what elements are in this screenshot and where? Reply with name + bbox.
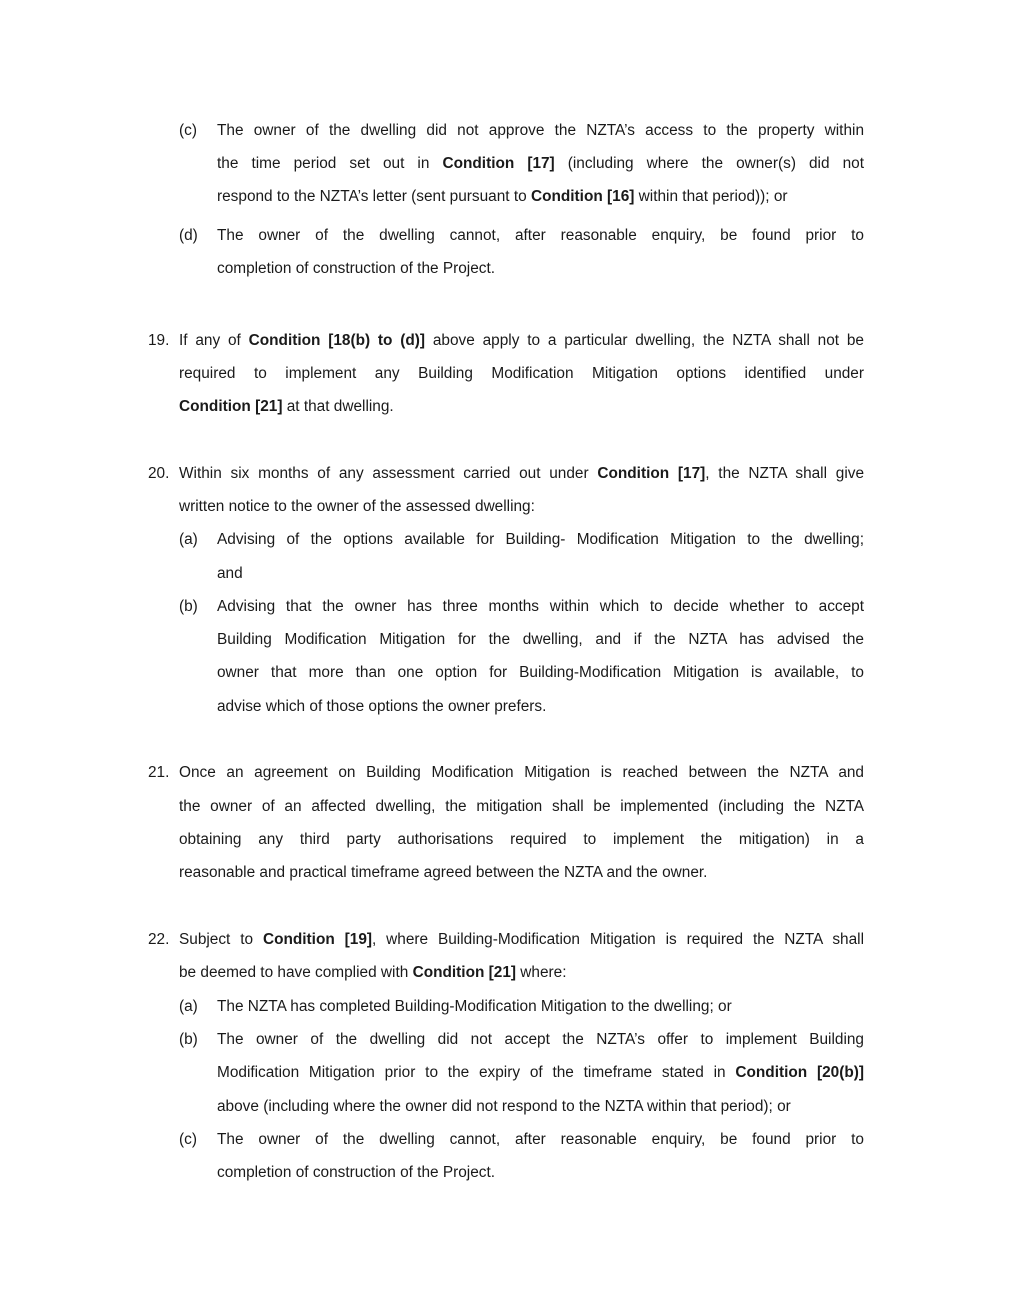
subitem-marker: (a) xyxy=(179,998,198,1015)
text-line: If any of Condition [18(b) to (d)] above apply to a particular dwelling, the NZTA shall not be xyxy=(179,332,864,349)
text-line: the owner of an affected dwelling, the mitigation shall be implemented (including the NZTA xyxy=(179,798,864,815)
text-line: The owner of the dwelling cannot, after reasonable enquiry, be found prior to xyxy=(217,227,864,244)
condition-number: 21. xyxy=(148,764,170,781)
text-line: advise which of those options the owner prefers. xyxy=(217,698,547,715)
text-line: Within six months of any assessment carried out under Condition [17], the NZTA shall give xyxy=(179,465,865,482)
text-line: completion of construction of the Project. xyxy=(217,260,496,277)
text-line: required to implement any Building Modification Mitigation options identified under xyxy=(179,365,864,382)
text-line: and xyxy=(217,565,243,582)
subitem-marker: (b) xyxy=(179,598,198,615)
condition-number: 22. xyxy=(148,931,170,948)
text-line: owner that more than one option for Building-Modification Mitigation is available, to xyxy=(217,664,864,681)
subitem-marker: (a) xyxy=(179,531,198,548)
text-line: Building Modification Mitigation for the dwelling, and if the NZTA has advised the xyxy=(217,631,864,648)
condition-number: 20. xyxy=(148,465,170,482)
text-line: Subject to Condition [19], where Building-Modification Mitigation is required the NZTA shall xyxy=(179,931,864,948)
text-line: Modification Mitigation prior to the expiry of the timeframe stated in Condition [20(b)] xyxy=(217,1064,864,1081)
text-line: The owner of the dwelling did not accept the NZTA’s offer to implement Building xyxy=(217,1031,864,1048)
text-line: obtaining any third party authorisations required to implement the mitigation) in a xyxy=(179,831,864,848)
subitem-marker: (c) xyxy=(179,1131,197,1148)
subitem-marker: (d) xyxy=(179,227,198,244)
text-line: above (including where the owner did not respond to the NZTA within that period); or xyxy=(217,1098,791,1115)
text-line: the time period set out in Condition [17] (including where the owner(s) did not xyxy=(217,155,864,172)
text-line: The owner of the dwelling cannot, after reasonable enquiry, be found prior to xyxy=(217,1131,864,1148)
text-line: Advising of the options available for Building- Modification Mitigation to the dwelling; xyxy=(217,531,864,548)
condition-number: 19. xyxy=(148,332,170,349)
text-line: Advising that the owner has three months within which to decide whether to accept xyxy=(217,598,864,615)
subitem-marker: (b) xyxy=(179,1031,198,1048)
text-line: The NZTA has completed Building-Modification Mitigation to the dwelling; or xyxy=(217,998,732,1015)
text-line: be deemed to have complied with Condition [21] where: xyxy=(179,964,567,981)
text-line: respond to the NZTA’s letter (sent pursuant to Condition [16] within that period)); or xyxy=(217,188,788,205)
text-line: The owner of the dwelling did not approve the NZTA’s access to the property within xyxy=(217,122,864,139)
text-line: written notice to the owner of the assessed dwelling: xyxy=(179,498,535,515)
text-line: Once an agreement on Building Modification Mitigation is reached between the NZTA and xyxy=(179,764,864,781)
text-line: reasonable and practical timeframe agreed between the NZTA and the owner. xyxy=(179,864,708,881)
text-line: completion of construction of the Project. xyxy=(217,1164,496,1181)
subitem-marker: (c) xyxy=(179,122,197,139)
text-line: Condition [21] at that dwelling. xyxy=(179,398,394,415)
